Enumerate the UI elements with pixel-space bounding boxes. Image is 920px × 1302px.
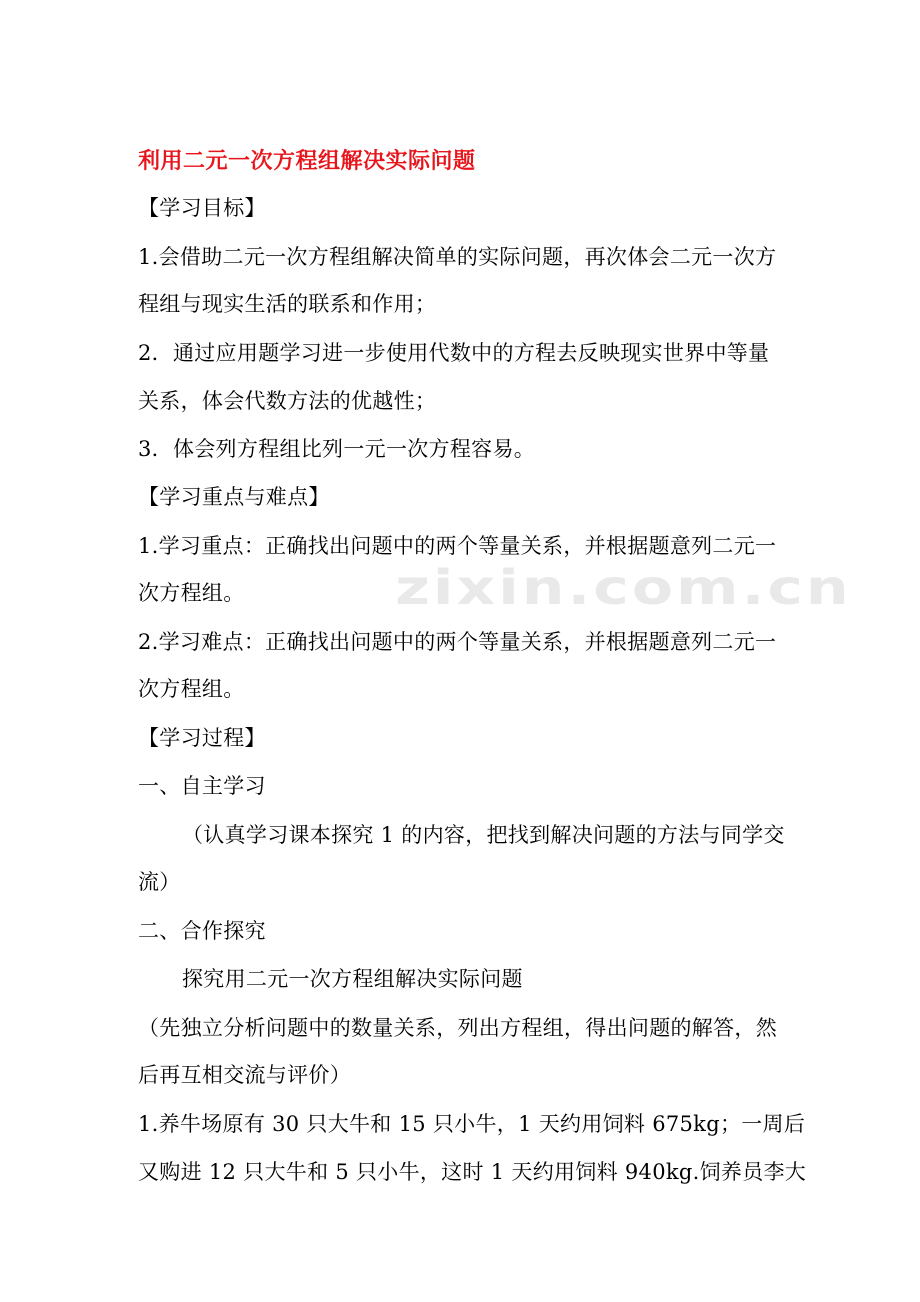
paragraph-line: 探究用二元一次方程组解决实际问题 — [182, 967, 523, 991]
paragraph-line: 1.学习重点：正确找出问题中的两个等量关系，并根据题意列二元一 — [138, 534, 777, 558]
section-heading-process: 【学习过程】 — [138, 726, 266, 750]
paragraph-line: 2．通过应用题学习进一步使用代数中的方程去反映现实世界中等量 — [138, 341, 770, 365]
paragraph-line: 1.会借助二元一次方程组解决简单的实际问题，再次体会二元一次方 — [138, 245, 777, 269]
paragraph-line: 关系，体会代数方法的优越性； — [138, 389, 437, 413]
paragraph-line: 程组与现实生活的联系和作用； — [138, 292, 437, 316]
paragraph-line: 次方程组。 — [138, 581, 245, 605]
paragraph-line: （先独立分析问题中的数量关系，列出方程组，得出问题的解答，然 — [138, 1016, 777, 1040]
section-heading-key-points: 【学习重点与难点】 — [138, 485, 330, 509]
paragraph-line: 1.养牛场原有 30 只大牛和 15 只小牛，1 天约用饲料 675kg；一周后 — [138, 1112, 806, 1136]
paragraph-line: 2.学习难点：正确找出问题中的两个等量关系，并根据题意列二元一 — [138, 630, 777, 654]
paragraph-line: 3．体会列方程组比列一元一次方程容易。 — [138, 437, 536, 461]
paragraph-line: 次方程组。 — [138, 677, 245, 701]
paragraph-line: 后再互相交流与评价） — [138, 1063, 351, 1087]
paragraph-line: 流） — [138, 870, 181, 894]
watermark: zixin.com.cn — [395, 560, 852, 616]
subsection-heading: 二、合作探究 — [138, 919, 266, 943]
subsection-heading: 一、自主学习 — [138, 774, 266, 798]
paragraph-line: 又购进 12 只大牛和 5 只小牛，这时 1 天约用饲料 940kg.饲养员李大 — [138, 1160, 807, 1184]
section-heading-objectives: 【学习目标】 — [138, 196, 266, 220]
paragraph-line: （认真学习课本探究 1 的内容，把找到解决问题的方法与同学交 — [182, 823, 785, 847]
document-title: 利用二元一次方程组解决实际问题 — [138, 148, 476, 174]
